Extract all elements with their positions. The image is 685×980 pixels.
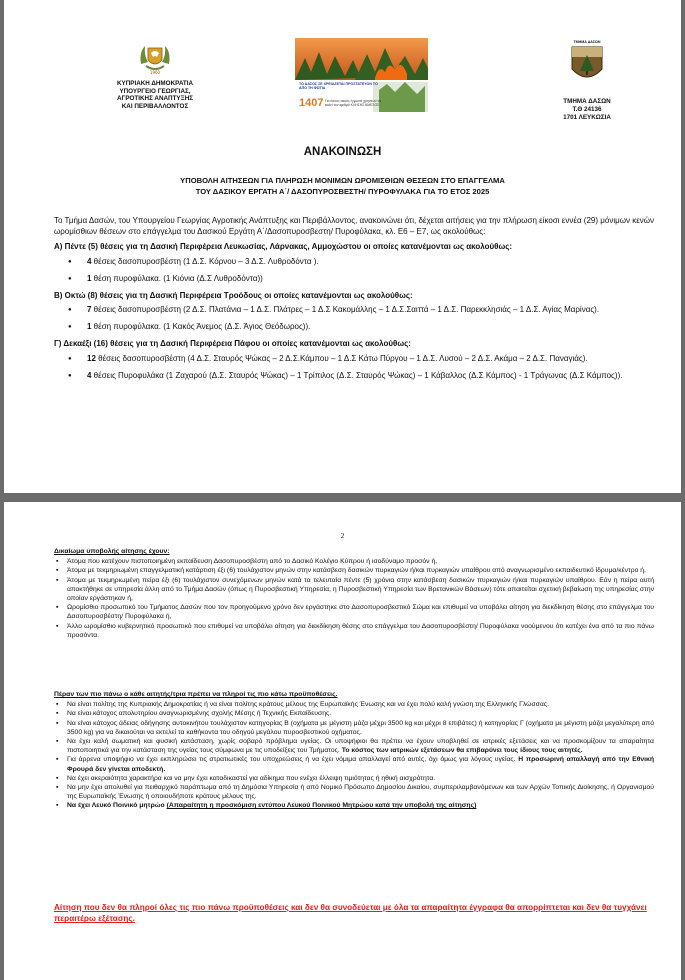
- ministry-line: ΑΓΡΟΤΙΚΗΣ ΑΝΑΠΤΥΞΗΣ: [116, 95, 194, 103]
- intro-paragraph: Το Τμήμα Δασών, του Υπουργείου Γεωργίας Αγροτικής Ανάπτυξης και Περιβάλλοντος, ανακοινώνει ότι, δέχεται αιτήσεις για την πλήρωση είκοσι εννέα (29) μόνιμων κενών ωρομίσθιων θέσεων στο επάγγελμα του Δασικού Εργάτη Α΄/Δασοπυροσβεστη/ Πυροφύλακα, κλ. Ε6 – Ε7, ως ακολούθως:: [54, 216, 654, 236]
- list-item: ▪ Να έχει ακεραιότητα χαρακτήρα και να μην έχει καταδικαστεί για αδίκημα που ενέχει έλλειψη τιμιότητας ή ηθική αισχρότητα.: [54, 774, 654, 783]
- list-item: ▪ Άτομα με τεκμηριωμένη επαγγελματική κατάρτιση έξι (6) τουλάχιστον μηνών στην κατάσβεση δασικών πυρκαγιών ή/και πυρκαγιών υπαίθρου από αναγνωρισμένο εκπαιδευτικό ίδρυμα/κέντρο ή,: [54, 566, 654, 575]
- position-text: θέσεις δασοπυροσβέστη (4 Δ.Σ. Σταυρός Ψώκας – 2 Δ.Σ.Κάμπου – 1 Δ.Σ Κάτω Πύργου – 1 Δ.Σ. Λυσού – 2 Δ.Σ. Ακάμα – 2 Δ.Σ. Παναγιάς).: [95, 354, 588, 364]
- position-text: θέση πυροφύλακα. (1 Κιόνια (Δ.Σ Λυθροδόντα)): [91, 273, 263, 283]
- list-item: ▪ Ωρομίσθιο προσωπικό του Τμήματος Δασών που τον προηγούμενο χρόνο δεν εργάστηκε στο Δασοπυροσβεστικό Σώμα και επιθυμεί να υποβάλει αίτηση για διεκδίκηση θέσης στο επάγγελμα του Δασοπυροσβέστη/ Πυροφύλακα ή,: [54, 603, 654, 621]
- address-line: Τ.Θ 24136: [572, 106, 602, 114]
- address-line: 1701 ΛΕΥΚΩΣΙΑ: [563, 114, 611, 122]
- list-item: ▪ Να είναι κάτοχος απολυτηρίου αναγνωρισμένης σχολής Μέσης ή Τεχνικής Εκπαίδευσης.: [54, 709, 654, 718]
- position-count: 1: [87, 273, 92, 283]
- list-item: ▪ Άτομα με τεκμηριωμένη πείρα έξι (6) τουλάχιστον συνεχόμενων μηνών κατά τα τελευταία πέντε (5) χρόνια στην κατάσβεση δασικών πυρκαγιών ή/και πυρκαγιών υπαίθρου. Εάν η πείρα αυτή αποκτήθηκε σε υπηρεσία άλλη από το Τμήμα Δασών (όπως η Πυροσβεστική Υπηρεσία, η Πυροσβεστική Υπηρεσία των Βρετανικών Βάσεων) τότε απαιτείται σχετική βεβαίωση της υπηρεσίας στην οποίαν εργάστηκαν ή,: [54, 576, 654, 604]
- ministry-line: ΚΥΠΡΙΑΚΗ ΔΗΜΟΚΡΑΤΙΑ: [116, 80, 194, 87]
- list-item: [54, 305, 654, 316]
- svg-text:1960: 1960: [149, 70, 161, 75]
- list-item: [54, 755, 654, 773]
- position-count: 1: [87, 322, 92, 332]
- requirement-bold-text: Να έχει Λευκό Ποινικό μητρώο: [67, 802, 167, 810]
- list-item: [54, 371, 654, 382]
- position-count: 12: [87, 354, 96, 364]
- section-heading-c: Γ) Δεκαέξι (16) θέσεις για τη Δασική Περιφέρεια Πάφου οι οποίες κατανέμονται ως ακολούθως:: [54, 339, 411, 349]
- list-item: [54, 737, 654, 755]
- requirement-text: Για άρρενα υποψήφιο να έχει εκπληρώσει τις στρατιωτικές του υποχρεώσεις ή να έχει νόμιμα απαλλαγεί από αυτές, όχι όμως για λόγους υγείας.: [67, 756, 519, 764]
- requirements-list: [54, 700, 654, 810]
- position-text: θέσεις δασοπυροσβέστη (2 Δ.Σ. Πλατάνια – 1 Δ.Σ. Πλάτρες – 1 Δ.Σ Κακομάλλης – 1 Δ.Σ.Σαιττά – 1 Δ.Σ. Παρεκκλησιάς – 1 Δ.Σ. Αγίας Μαρίνας).: [91, 305, 600, 315]
- position-count: 4: [87, 256, 92, 266]
- forestry-logo-label: ΤΜΗΜΑ ΔΑΣΩΝ: [573, 40, 601, 44]
- position-count: 7: [87, 305, 92, 315]
- address-line: ΤΜΗΜΑ ΔΑΣΩΝ: [563, 98, 611, 105]
- page-number: 2: [340, 532, 345, 540]
- requirement-text: Να έχει καλή σωματική και φυσική κατάσταση, χωρίς σοβαρό πρόβλημα υγείας. Οι υποψήφιοι θα πρέπει να έχουν υποβληθεί σε ιατρικές εξετάσεις και να προσκομίζουν τα απαραίτητα πιστοποιητικά για την κατάσταση της υγείας τους σύμφωνα με τις υποδείξεις του Τμήματος.: [67, 738, 654, 755]
- subtitle-line: ΤΟΥ ΔΑΣΙΚΟΥ ΕΡΓΑΤΗ Α΄/ ΔΑΣΟΠΥΡΟΣΒΕΣΤΗ/ ΠΥΡΟΦΥΛΑΚΑ ΓΙΑ ΤΟ ΕΤΟΣ 2025: [195, 186, 490, 196]
- list-item: [54, 801, 654, 810]
- forestry-shield-icon: [570, 45, 604, 85]
- list-item: ▪ Άλλο ωρομίσθιο κυβερνητικό προσωπικό που επιθυμεί να υποβάλει αίτηση για διεκδίκηση θέσης στο επάγγελμα του Δασοπυροσβέστη/ Πυροφύλακα νοούμενου ότι κατέχει ένα από τα πιο πάνω προσόντα.: [54, 622, 654, 640]
- department-address: [549, 98, 625, 123]
- position-text: θέση πυροφύλακα. (1 Κακός Άνεμος (Δ.Σ. Άγιος Θεόδωρος)).: [91, 322, 311, 332]
- emergency-number: 1407: [299, 97, 324, 109]
- rejection-warning: Αίτηση που δεν θα πληροί όλες τις πιο πάνω προϋποθέσεις και δεν θα συνοδεύεται με όλα τα απαραίτητα έγγραφα θα απορρίπτεται και δεν θα τυγχάνει περαιτέρω εξέτασης.: [54, 903, 647, 924]
- banner-small-text: Για όσους ακούς ή φωτιά χρηστών να καλεί τον αριθμό ΚΛΗΣΗΣ ΑΜΕΣΟΣ: [325, 99, 382, 107]
- ministry-line: ΚΑΙ ΠΕΡΙΒΑΛΛΟΝΤΟΣ: [121, 102, 189, 110]
- requirement-bold-text: Η προσωρινή απαλλαγή από την Εθνική Φρουρά δεν γίνεται αποδεκτή.: [67, 756, 654, 773]
- list-item: [54, 322, 654, 333]
- ministry-line: ΥΠΟΥΡΓΕΙΟ ΓΕΩΡΓΙΑΣ,: [119, 87, 191, 95]
- banner-caption: ΤΟ ΔΑΣΟΣ ΣΕ ΧΡΕΙΑΖΕΤΑΙ ΠΡΟΣΤΑΤΕΥΟΝ ΤΟ ΑΠΟ ΤΗ ΦΩΤΙΑ: [299, 82, 378, 91]
- position-text: θέσεις Πυροφυλάκα (1 Ζαχαρού (Δ.Σ. Σταυρός Ψώκας) – 1 Τρίπιλος (Δ.Σ. Σταυρός Ψώκας) – 1 Κάβαλλος (Δ.Σ Κάμπος) - 1 Τράγωνας (Δ.Σ Κάμπος)).: [91, 371, 623, 381]
- list-item: [54, 274, 654, 285]
- announcement-title: ΑΝΑΚΟΙΝΩΣΗ: [303, 146, 382, 158]
- forestry-department-logo: [557, 40, 617, 90]
- fire-prevention-banner: [295, 38, 428, 112]
- list-item: ▪ Να είναι πολίτης της Κυπριακής Δημοκρατίας ή να είναι πολίτης κράτους μέλους της Ευρωπαϊκής Ένωσης και να έχει πολύ καλή γνώση της Ελληνικής Γλώσσας.: [54, 700, 654, 709]
- list-item: [54, 354, 654, 365]
- eligibility-heading: Δικαίωμα υποβολής αίτησης έχουν:: [54, 548, 170, 555]
- requirement-underlined-text: (Απαραίτητη η προσκόμιση εντύπου Λευκού Ποινικού Μητρώου κατά την υποβολή της αίτησης): [166, 802, 477, 810]
- section-a-list: [54, 257, 654, 285]
- list-item: ▪ Να είναι κάτοχος άδειας οδήγησης αυτοκινήτου τουλάχιστον κατηγορίας Β (οχήματα με μέγιστη μάζα μέχρι 3500 kg και μέχρι 8 επιβάτες) ή κατηγορίας Γ (οχήματα με μέγιστη μάζα μεγαλύτερη από 3500 kg) για να δικαιούται να εκτελεί τα καθήκοντα του οδηγού μεγάλου πυροσβεστικού οχήματος.: [54, 719, 654, 737]
- eligibility-block: [54, 547, 654, 640]
- document-page-1: [4, 0, 681, 493]
- list-item: ▪ Να μην έχει απολυθεί για πειθαρχικό παράπτωμα από τη Δημόσια Υπηρεσία ή από Νομικό Πρόσωπο Δημοσίου Δικαίου, συμπεριλαμβανόμενων και των Αρχών Τοπικής Διοίκησης, ή Οργανισμού της Ευρωπαϊκής Ένωσης ή οποιουδήποτε κράτους μέλους της.: [54, 783, 654, 801]
- section-heading-a: Α) Πέντε (5) θέσεις για τη Δασική Περιφέρεια Λευκωσίας, Λάρνακας, Αμμοχώστου οι οποίες κατανέμονται ως ακολούθως:: [54, 241, 513, 251]
- requirements-block: [54, 690, 654, 811]
- eligibility-list: [54, 557, 654, 640]
- subtitle-line: ΥΠΟΒΟΛΗ ΑΙΤΗΣΕΩΝ ΓΙΑ ΠΛΗΡΩΣΗ ΜΟΝΙΜΩΝ ΩΡΟΜΙΣΘΙΩΝ ΘΕΣΕΩΝ ΣΤΟ ΕΠΑΓΓΕΛΜΑ: [180, 176, 505, 185]
- section-b-list: [54, 305, 654, 333]
- cyprus-coat-of-arms-icon: [135, 38, 175, 78]
- document-page-2: [4, 502, 681, 980]
- announcement-subtitle: [4, 176, 681, 197]
- requirements-heading: Πέραν των πιο πάνω ο κάθε αιτητής/τρια πρέπει να πληροί τις πιο κάτω προϋποθέσεις.: [54, 691, 338, 698]
- list-item: ▪ Άτομα που κατέχουν πιστοποιημένη εκπαίδευση Δασοπυροσβέστη από το Δασικό Κολέγιο Κύπρου ή ισοδύναμο προσόν ή,: [54, 557, 654, 566]
- position-text: θέσεις δασοπυροσβέστη (1 Δ.Σ. Κόρνου – 3 Δ.Σ. Λυθροδόντα ).: [91, 256, 319, 266]
- section-c-list: [54, 354, 654, 382]
- requirement-bold-text: Το κόστος των ιατρικών εξετάσεων θα επιβαρύνει τους ίδιους τους αιτητές.: [341, 747, 583, 755]
- position-count: 4: [87, 371, 92, 381]
- list-item: [54, 257, 654, 268]
- section-heading-b: Β) Οκτώ (8) θέσεις για τη Δασική Περιφέρεια Τροόδους οι οποίες κατανέμονται ως ακολούθως:: [54, 290, 413, 300]
- ministry-block: [101, 38, 209, 110]
- announcement-body: [54, 216, 654, 388]
